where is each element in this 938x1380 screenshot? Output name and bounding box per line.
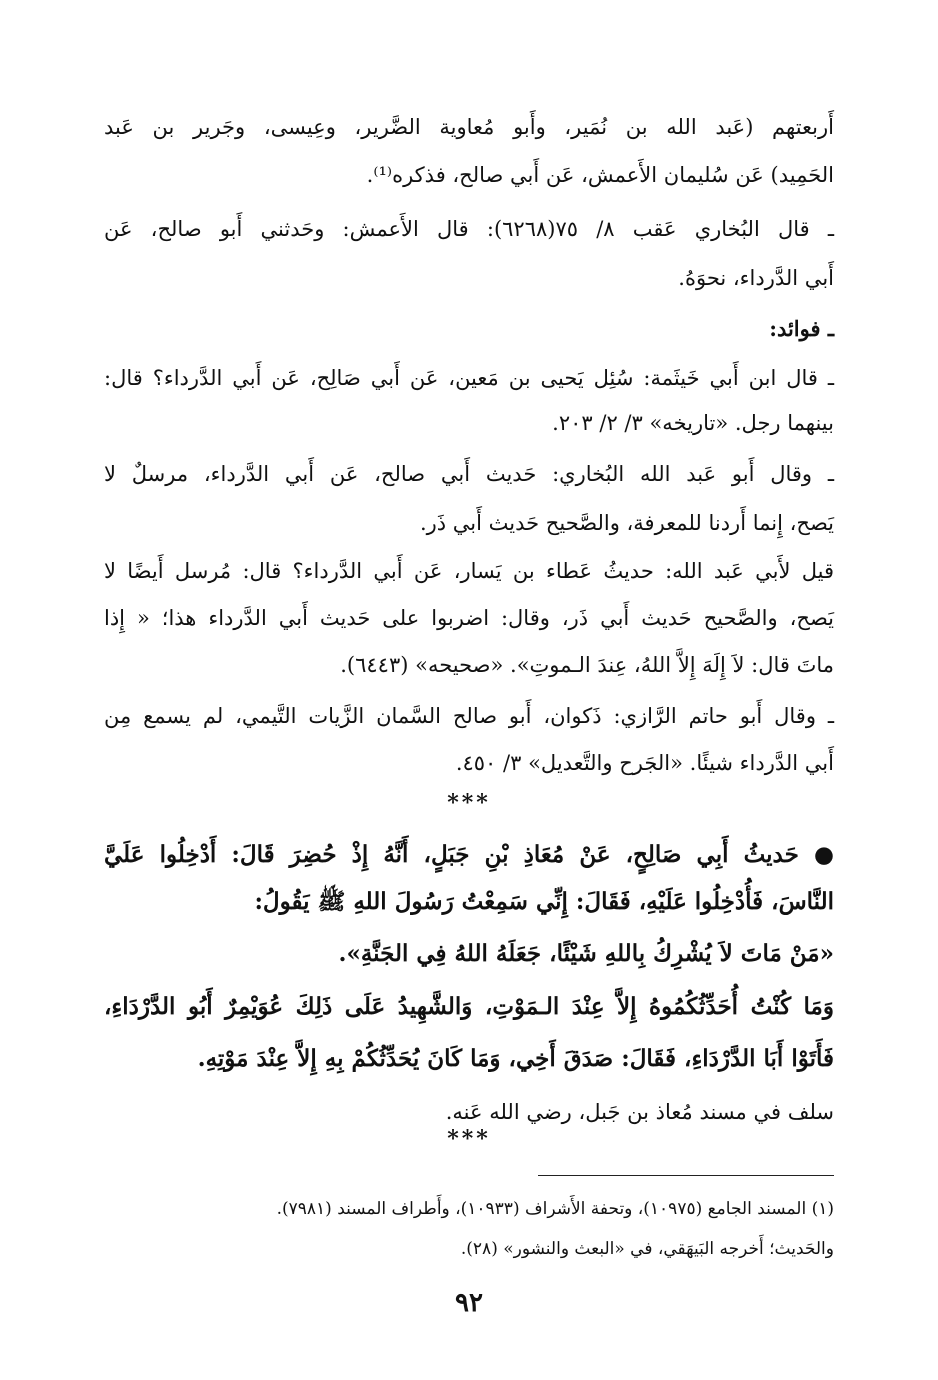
page-number: ٩٢ — [455, 1288, 483, 1318]
text-line: ماتَ قال: لاَ إِلَهَ إِلاَّ اللهُ، عِندَ الـموتِ». «صحيحه» (٦٤٤٣). — [340, 653, 834, 677]
text-line: ـ قال ابن أَبي خَيثَمة: سُئِل يَحيى بن مَعين، عَن أَبي صَالِح، عَن أَبي الدَّرداء؟ قال: — [104, 366, 834, 390]
hadith-line: وَمَا كُنْتُ أُحَدِّثُكُمُوهُ إِلاَّ عِنْدَ الـمَوْتِ، وَالشَّهِيدُ عَلَى ذَلِكَ عُوَيْمِرٌ أَبُو الدَّرْدَاءِ، — [104, 993, 834, 1020]
footnote: والحَديث؛ أَخرجه البَيهَقي، في «البعث والنشور» (٢٨). — [460, 1239, 834, 1259]
section-separator: *** — [447, 790, 491, 816]
section-separator: *** — [447, 1126, 491, 1152]
text-line: يَصح، والصَّحيح حَديث أَبي ذَر، وقال: اضربوا على حَديث أَبي الدَّرداء هذا؛ « إِذا — [104, 606, 834, 630]
text-line: أَبي الدَّرداء شيئًا. «الجَرح والتَّعديل» ٣/ ٤٥٠. — [455, 751, 834, 775]
hadith-line: فَأَتَوْا أَبَا الدَّرْدَاءِ، فَقَالَ: صَدَقَ أَخِي، وَمَا كَانَ يُحَدِّثُكُمْ بِهِ إِلاَّ عِنْدَ مَوْتِهِ. — [197, 1045, 834, 1072]
hadith-line: النَّاسَ، فَأُدْخِلُوا عَلَيْهِ، فَقَالَ: إِنِّي سَمِعْتُ رَسُولَ اللهِ ﷺ يَقُولُ: — [254, 888, 834, 915]
section-heading: ـ فوائد: — [769, 316, 834, 341]
footnote-divider — [538, 1175, 834, 1176]
hadith-line: ● حَديثُ أَبِي صَالِحٍ، عَنْ مُعَاذِ بْنِ جَبَلٍ، أَنَّهُ إِذْ حُضِرَ قَالَ: أَدْخِلُوا عَلَيَّ — [104, 841, 834, 868]
footnote: (١) المسند الجامع (١٠٩٧٥)، وتحفة الأَشراف (١٠٩٣٣)، وأَطراف المسند (٧٩٨١). — [276, 1199, 834, 1219]
text-line: ـ وقال أَبو حاتم الرَّازي: ذَكوان، أَبو صالح السَّمان الزَّيات التَّيمي، لم يسمع مِن — [104, 704, 834, 728]
text-line: قيل لأَبي عَبد الله: حديثُ عَطاء بن يَسار، عَن أَبي الدَّرداء؟ قال: مُرسل أَيضًا لا — [104, 559, 834, 583]
text-line: ـ قال البُخاري عَقب ٨/ ٧٥(٦٢٦٨): قال الأَعمش: وحَدثني أَبو صالح، عَن — [104, 217, 834, 241]
hadith-quote: «مَنْ مَاتَ لاَ يُشْرِكُ بِاللهِ شَيْئًا، جَعَلَهُ اللهُ فِي الجَنَّةِ». — [338, 940, 834, 967]
text-line: أَربعتهم (عَبد الله بن نُمَير، وأَبو مُعاوية الضَّرير، وعِيسى، وجَرير بن عَبد — [104, 115, 834, 139]
text-line: يَصح، إِنما أَردنا للمعرفة، والصَّحيح حَديث أَبي ذَر. — [419, 511, 834, 535]
text-line: سلف في مسند مُعاذ بن جَبل، رضي الله عَنه. — [445, 1100, 834, 1124]
text-line: الحَمِيد) عَن سُليمان الأَعمش، عَن أَبي صالح، فذكره⁽¹⁾. — [366, 163, 834, 187]
text-line: بينهما رجل. «تاريخه» ٣/ ٢/ ٢٠٣. — [552, 411, 834, 435]
text-line: أَبي الدَّرداء، نحوَهُ. — [678, 266, 834, 290]
text-line: ـ وقال أَبو عَبد الله البُخاري: حَديث أَبي صالح، عَن أَبي الدَّرداء، مرسلٌ لا — [104, 462, 834, 486]
